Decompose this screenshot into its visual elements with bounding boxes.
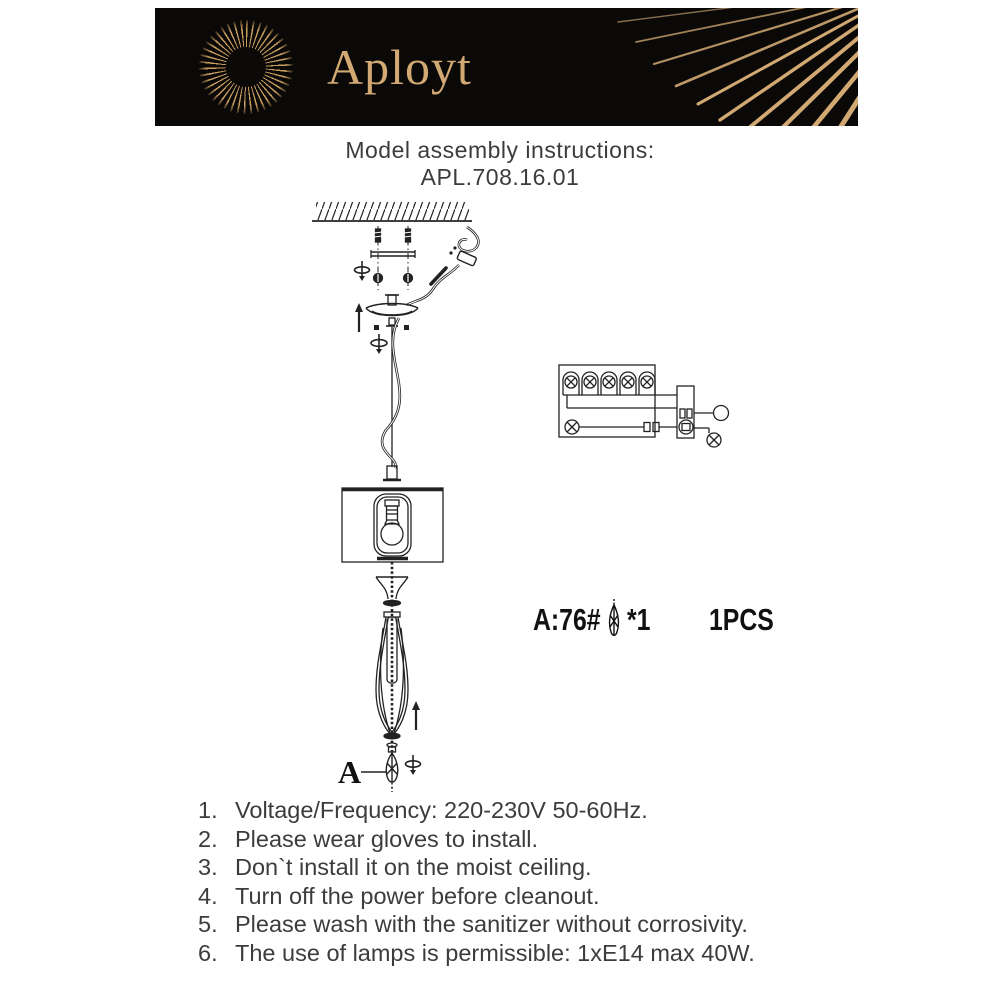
item-number: 6. xyxy=(198,939,218,966)
item-number: 1. xyxy=(198,797,218,823)
ceiling-canopy xyxy=(366,295,418,326)
ceiling-hatch xyxy=(312,202,472,221)
list-item xyxy=(198,913,858,936)
lamp-symbols-row xyxy=(563,372,655,395)
switch-symbol xyxy=(714,406,729,421)
item-number: 2. xyxy=(198,825,218,852)
instruction-list xyxy=(198,799,858,970)
list-item xyxy=(198,856,858,879)
lamp-socket xyxy=(385,500,399,524)
drum-shade xyxy=(342,488,443,562)
mounting-screws xyxy=(371,226,415,290)
driver-block xyxy=(677,386,694,438)
part-a-label: A xyxy=(338,754,362,790)
list-item xyxy=(198,882,858,909)
assembly-diagram xyxy=(290,195,790,795)
item-number: 4. xyxy=(198,882,218,909)
crystal-drop-icon xyxy=(603,599,625,639)
part-code: A:76# xyxy=(533,602,601,637)
part-quantity: *1 xyxy=(627,602,651,637)
wiring-diagram xyxy=(559,365,729,447)
rotate-crystal-icon xyxy=(406,755,421,775)
rotate-canopy-icon xyxy=(371,334,387,354)
model-code: APL.708.16.01 xyxy=(420,164,580,190)
list-item xyxy=(198,799,858,822)
item-text: The use of lamps is permissible: 1xE14 max 40W. xyxy=(235,939,755,966)
light-bulb xyxy=(381,523,403,545)
item-text: Please wear gloves to install. xyxy=(235,825,539,852)
sunburst-logo-icon xyxy=(199,20,293,114)
crystal-drop-a xyxy=(386,753,397,792)
lamp-symbol-bottom xyxy=(565,420,677,434)
list-item xyxy=(198,939,858,966)
part-spec-line xyxy=(533,601,790,639)
logo-core xyxy=(226,47,266,87)
part-pcs: 1PCS xyxy=(709,602,774,637)
rotate-screw-icon xyxy=(355,261,370,281)
push-up-arrow-canopy xyxy=(355,303,409,332)
item-number: 5. xyxy=(198,911,218,937)
lamp-symbol-output xyxy=(707,433,721,447)
item-number: 3. xyxy=(198,854,218,880)
supply-wire-connector xyxy=(407,227,478,305)
item-text: Please wash with the sanitizer without corrosivity. xyxy=(235,911,748,937)
brand-banner xyxy=(155,8,858,126)
brand-wordmark: Aployt xyxy=(327,39,472,95)
cord-grip xyxy=(383,466,401,480)
push-up-arrow-teardrop xyxy=(412,701,420,730)
page-title: Model assembly instructions: xyxy=(345,137,655,163)
item-text: Turn off the power before cleanout. xyxy=(235,882,600,909)
item-text: Voltage/Frequency: 220-230V 50-60Hz. xyxy=(235,797,648,823)
corner-rays-decoration xyxy=(558,8,858,126)
item-text: Don`t install it on the moist ceiling. xyxy=(235,854,592,880)
list-item xyxy=(198,825,858,852)
